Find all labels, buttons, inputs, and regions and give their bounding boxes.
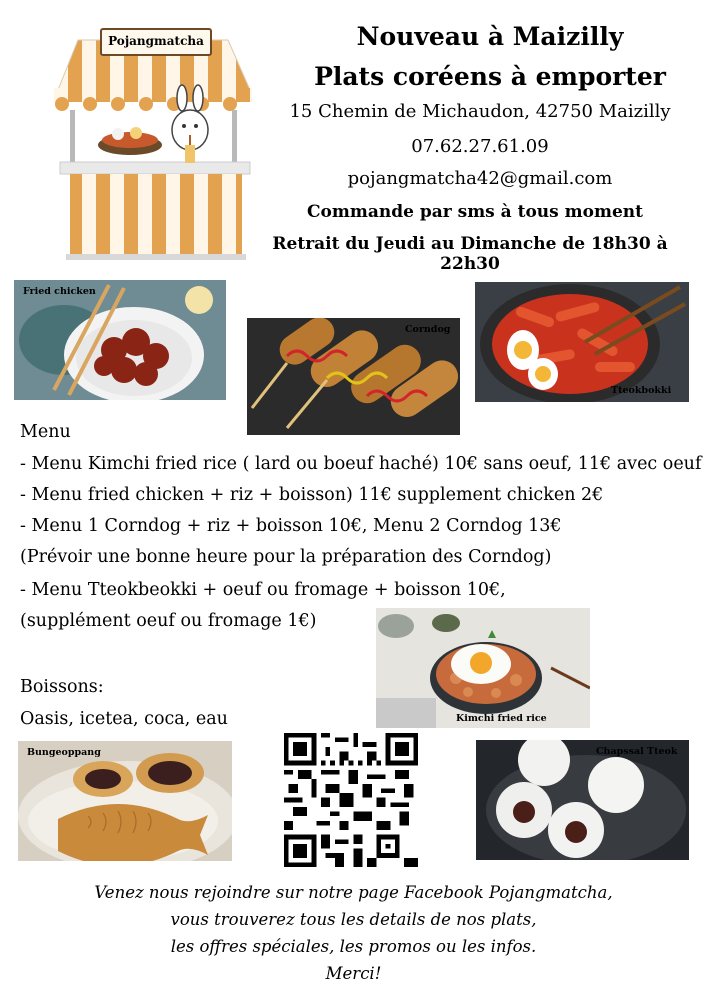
photo-corndog <box>247 318 460 435</box>
title-line-1: Nouveau à Maizilly <box>356 22 624 51</box>
order-info: Commande par sms à tous moment <box>307 202 643 222</box>
photo-bungeoppang <box>18 741 232 861</box>
stall-sign: Pojangmatcha <box>100 28 212 56</box>
footer-line-4: Merci! <box>325 964 382 983</box>
caption-fried-chicken: Fried chicken <box>23 286 96 297</box>
menu-item-note: (Prévoir une bonne heure pour la préparation des Corndog) <box>20 547 552 567</box>
footer-line-1: Venez nous rejoindre sur notre page Facebook Pojangmatcha, <box>94 883 613 902</box>
caption-corndog: Corndog <box>405 324 451 335</box>
caption-tteokbokki: Tteokbokki <box>611 385 672 396</box>
footer-line-2: vous trouverez tous les details de nos plats, <box>170 910 537 929</box>
stall-illustration <box>40 20 265 265</box>
menu-item-4-note: (supplément oeuf ou fromage 1€) <box>20 611 317 631</box>
title-line-2: Plats coréens à emporter <box>314 62 666 91</box>
menu-item-1: - Menu Kimchi fried rice ( lard ou boeuf haché) 10€ sans oeuf, 11€ avec oeuf <box>20 454 702 474</box>
phone-number: 07.62.27.61.09 <box>411 136 549 157</box>
email-address: pojangmatcha42@gmail.com <box>347 168 613 189</box>
caption-bungeoppang: Bungeoppang <box>27 747 101 758</box>
caption-chapssal-tteok: Chapssal Tteok <box>596 746 678 757</box>
caption-kimchi-fried-rice: Kimchi fried rice <box>456 713 547 724</box>
footer-line-3: les offres spéciales, les promos ou les infos. <box>170 937 537 956</box>
drinks-list: Oasis, icetea, coca, eau <box>20 709 228 729</box>
qr-code[interactable] <box>284 733 418 867</box>
photo-chapssal-tteok <box>476 740 689 860</box>
pickup-info: Retrait du Jeudi au Dimanche de 18h30 à 22h30 <box>272 234 668 274</box>
menu-item-3: - Menu 1 Corndog + riz + boisson 10€, Menu 2 Corndog 13€ <box>20 516 562 536</box>
address: 15 Chemin de Michaudon, 42750 Maizilly <box>289 101 671 122</box>
menu-item-2: - Menu fried chicken + riz + boisson) 11€ supplement chicken 2€ <box>20 485 604 505</box>
photo-fried-chicken <box>14 280 226 400</box>
menu-item-4: - Menu Tteokbeokki + oeuf ou fromage + boisson 10€, <box>20 580 506 600</box>
photo-tteokbokki <box>475 282 689 402</box>
drinks-heading: Boissons: <box>20 677 104 697</box>
photo-kimchi-fried-rice <box>376 608 590 728</box>
menu-heading: Menu <box>20 422 71 442</box>
